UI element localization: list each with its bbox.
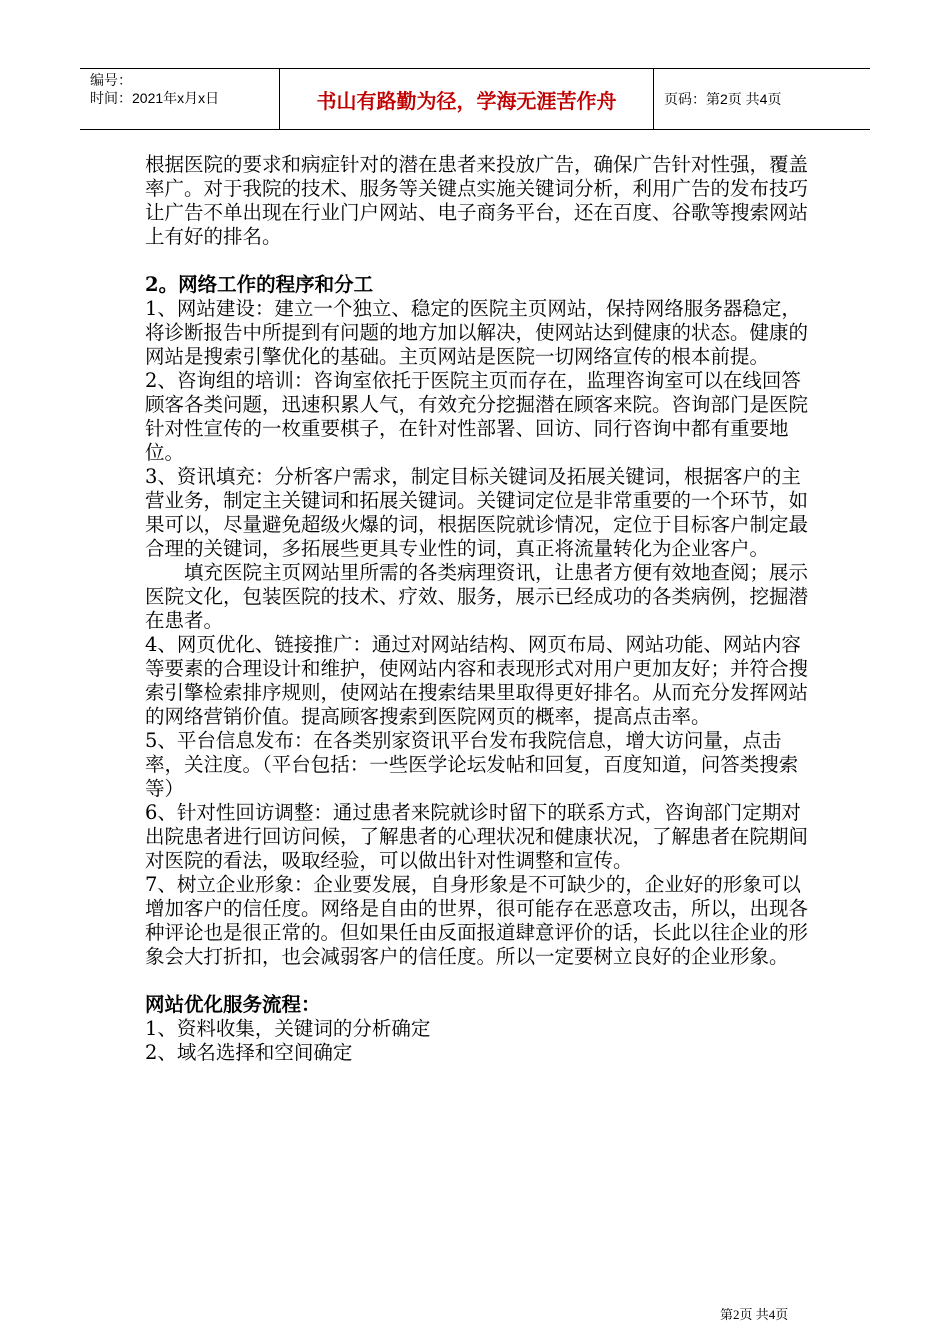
document-body — [145, 153, 810, 1065]
header-motto: 书山有路勤为径，学海无涯苦作舟 — [280, 69, 654, 129]
paragraph: 3、资讯填充：分析客户需求，制定目标关键词及拓展关键词，根据客户的主营业务，制定主关键词和拓展关键词。关键词定位是非常重要的一个环节，如果可以，尽量避免超级火爆的词，根据医院就诊情况，定位于目标客户制定最合理的关键词，多拓展些更具专业性的词，真正将流量转化为企业客户。 — [145, 465, 809, 560]
document-number-label: 编号： — [90, 72, 132, 88]
header-meta — [80, 69, 280, 129]
paragraph: 4、网页优化、链接推广：通过对网站结构、网页布局、网站功能、网站内容等要素的合理设计和维护，使网站内容和表现形式对用户更加友好；并符合搜索引擎检索排序规则，使网站在搜索结果里取得更好排名。从而充分发挥网站的网络营销价值。提高顾客搜索到医院网页的概率，提高点击率。 — [145, 633, 809, 728]
paragraph: 根据医院的要求和病症针对的潜在患者来投放广告，确保广告针对性强，覆盖率广。对于我院的技术、服务等关键点实施关键词分析，利用广告的发布技巧让广告不单出现在行业门户网站、电子商务平台，还在百度、谷歌等搜索网站上有好的排名。 — [145, 153, 809, 248]
paragraph: 7、树立企业形象：企业要发展，自身形象是不可缺少的，企业好的形象可以增加客户的信任度。网络是自由的世界，很可能存在恶意攻击，所以，出现各种评论也是很正常的。但如果任由反面报道肆意评价的话，长此以往企业的形象会大打折扣，也会减弱客户的信任度。所以一定要树立良好的企业形象。 — [145, 873, 809, 968]
document-time-label: 时间：2021年x月x日 — [90, 90, 220, 106]
paragraph: 5、平台信息发布：在各类别家资讯平台发布我院信息，增大访问量，点击率，关注度。（平台包括：一些医学论坛发帖和回复，百度知道，问答类搜索等） — [145, 729, 799, 800]
page-footer: 第2页 共4页 — [720, 1307, 789, 1322]
page-header — [80, 68, 870, 130]
paragraph: 填充医院主页网站里所需的各类病理资讯，让患者方便有效地查阅；展示医院文化，包装医院的技术、疗效、服务，展示已经成功的各类病例，挖掘潜在患者。 — [145, 561, 809, 632]
list-item: 2、域名选择和空间确定 — [145, 1041, 353, 1064]
paragraph: 6、针对性回访调整：通过患者来院就诊时留下的联系方式，咨询部门定期对出院患者进行回访问候，了解患者的心理状况和健康状况，了解患者在院期间对医院的看法，吸取经验，可以做出针对性调整和宣传。 — [145, 801, 809, 872]
spacer — [145, 249, 810, 273]
section-heading: 网站优化服务流程： — [145, 993, 321, 1016]
paragraph: 1、网站建设：建立一个独立、稳定的医院主页网站，保持网络服务器稳定，将诊断报告中所提到有问题的地方加以解决，使网站达到健康的状态。健康的网站是搜索引擎优化的基础。主页网站是医院一切网络宣传的根本前提。 — [145, 297, 809, 368]
paragraph: 2、咨询组的培训：咨询室依托于医院主页而存在，监理咨询室可以在线回答顾客各类问题，迅速积累人气，有效充分挖掘潜在顾客来院。咨询部门是医院针对性宣传的一枚重要棋子，在针对性部署、回访、同行咨询中都有重要地位。 — [145, 369, 809, 464]
section-heading: 2。网络工作的程序和分工 — [145, 273, 374, 296]
header-page-info: 页码：第2页 共4页 — [664, 91, 782, 107]
list-item: 1、资料收集，关键词的分析确定 — [145, 1017, 431, 1040]
spacer — [145, 969, 810, 993]
